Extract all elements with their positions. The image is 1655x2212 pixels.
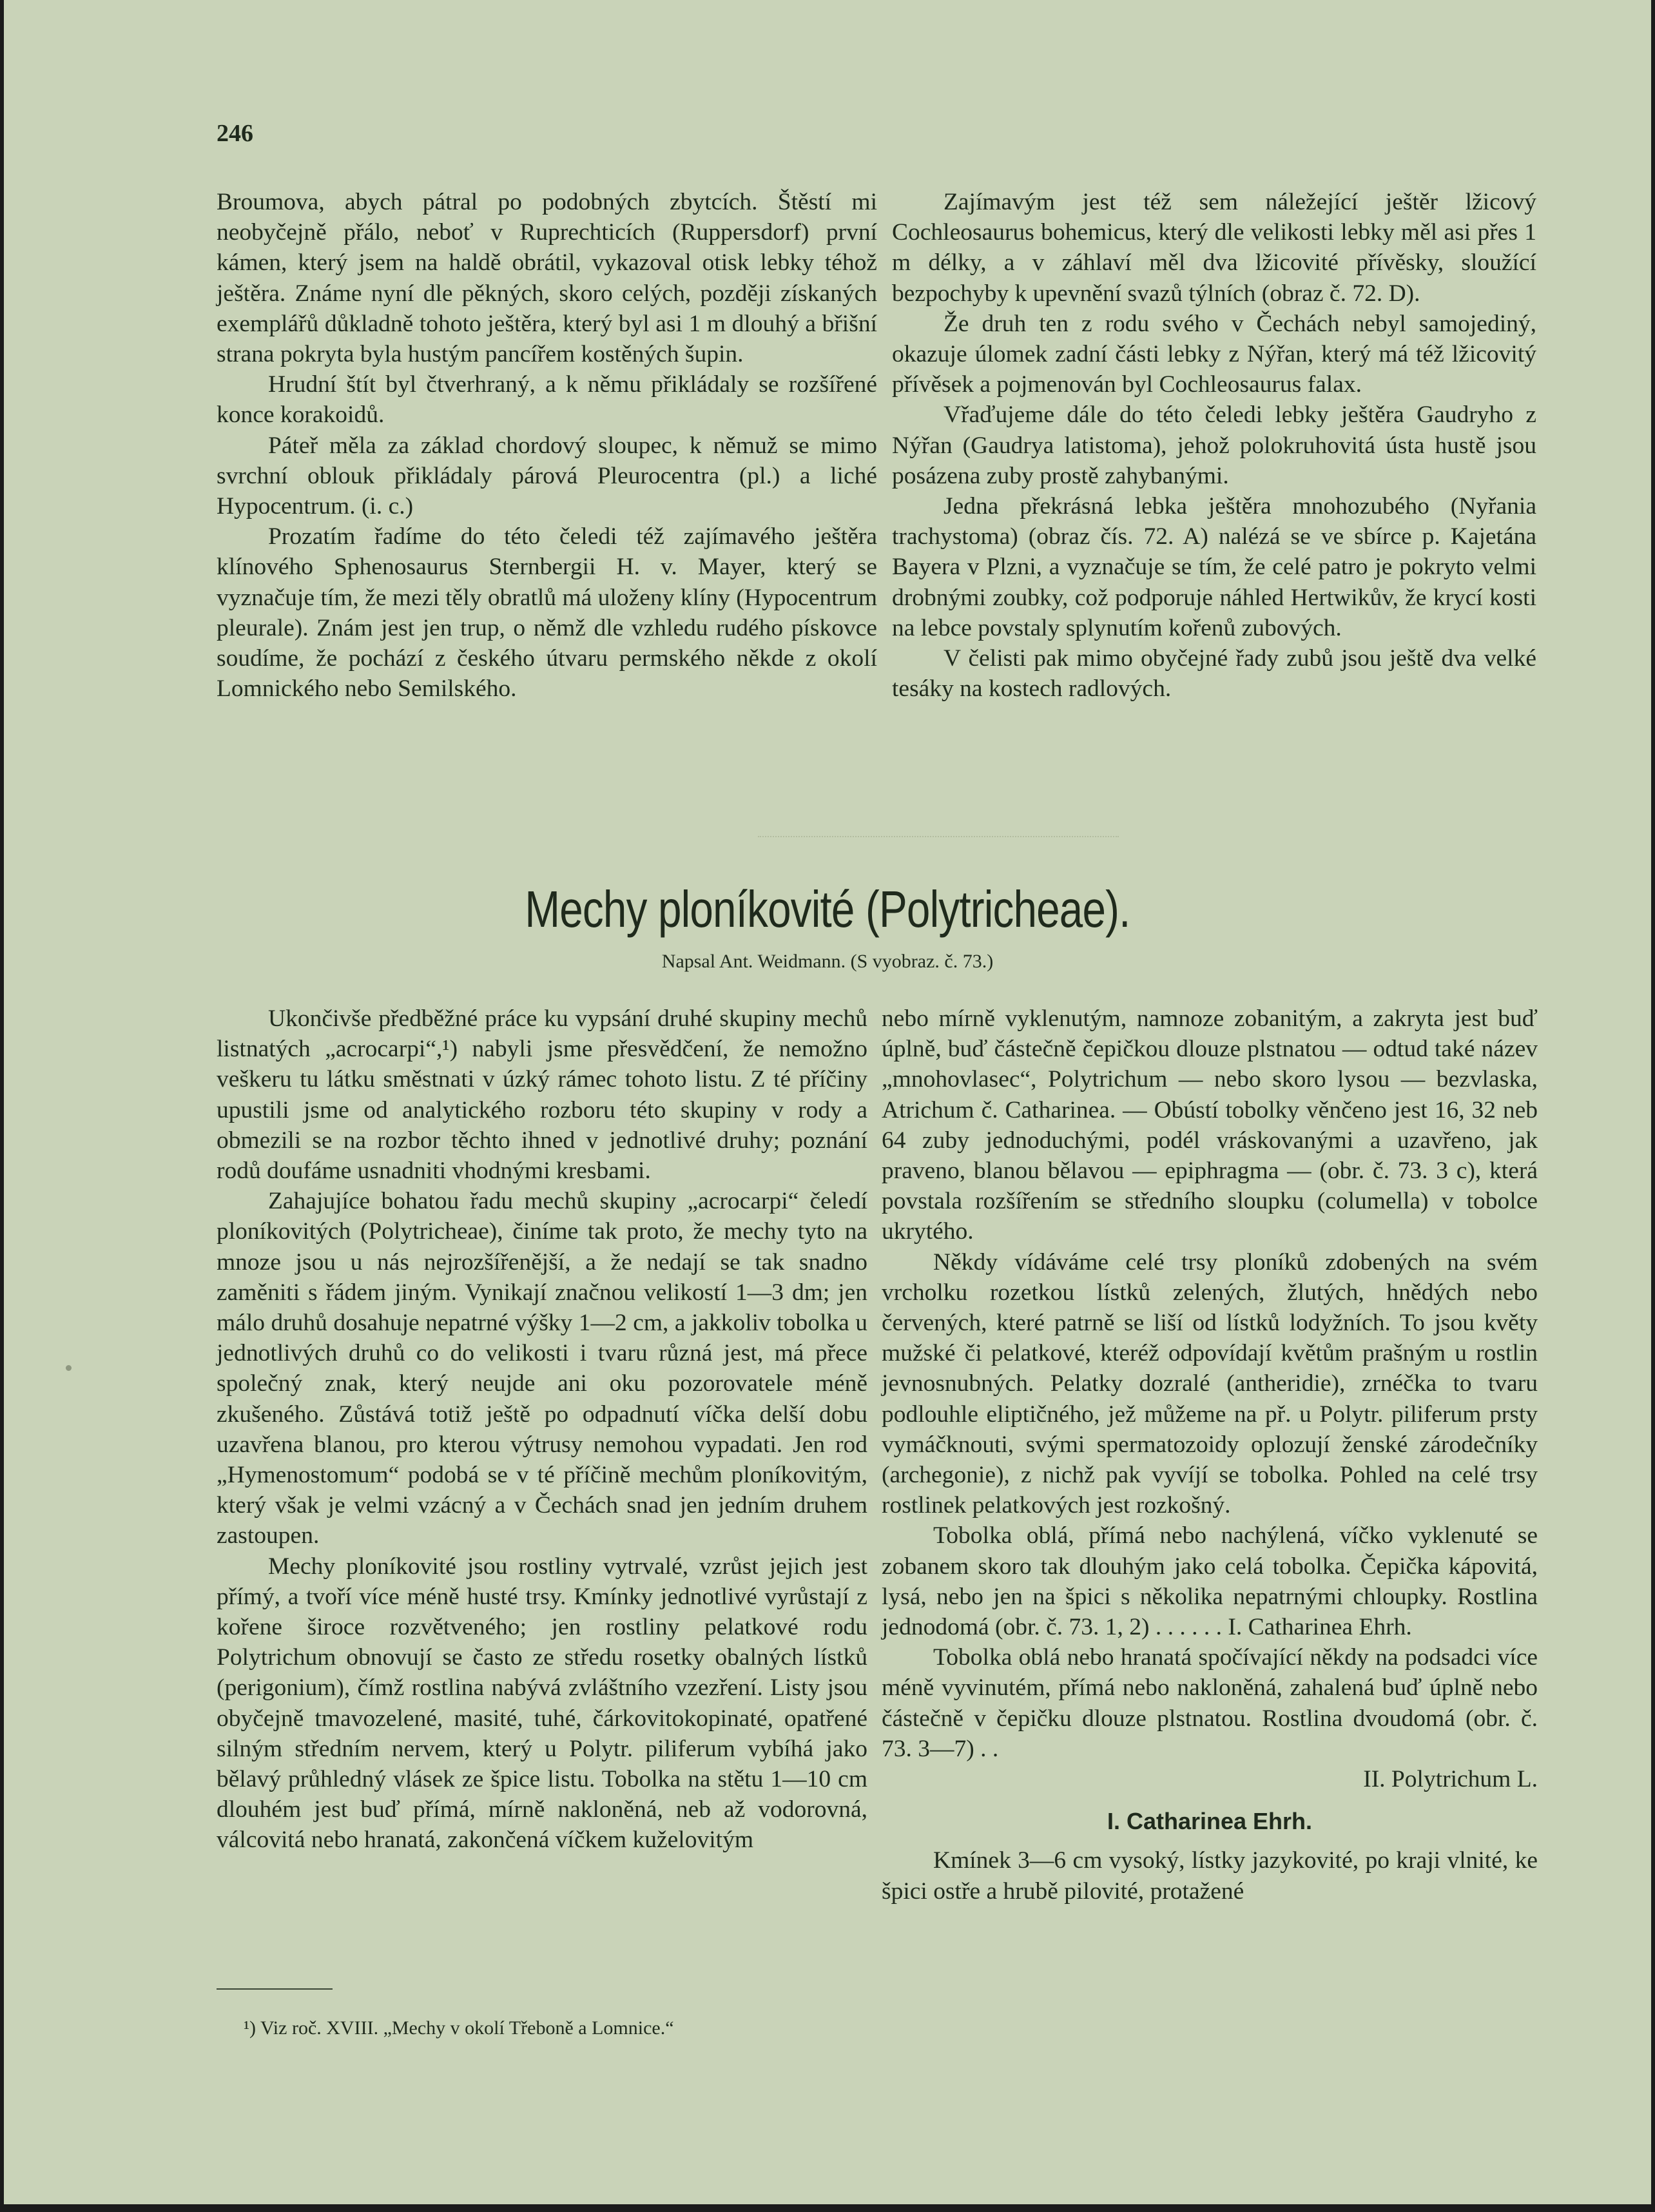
article-byline: Napsal Ant. Weidmann. (S vyobraz. č. 73.)	[661, 951, 994, 972]
page-number: 246	[217, 120, 253, 147]
page	[4, 0, 1651, 2204]
paragraph: Tobolka oblá, přímá nebo nachýlená, víčko vyklenuté se zobanem skoro tak dlouhým jako celá tobolka. Čepička kápovitá, lysá, nebo jen na špici s několika nepatrnými chloupky. Rostlina jednodomá (obr. č. 73. 1, 2) . . . . . . I. Catharinea Ehrh.	[882, 1522, 1538, 1641]
section-divider	[758, 836, 1119, 837]
paragraph: Hrudní štít byl čtverhraný, a k němu přikládaly se rozšířené konce korakoidů.	[217, 371, 877, 429]
article-title: Mechy ploníkovité (Polytricheae).	[525, 880, 1130, 938]
paragraph: Prozatím řadíme do této čeledi též zajímavého ještěra klínového Sphenosaurus Sternbergii H. v. Mayer, který se vyznačuje tím, že mezi těly obratlů má uloženy klíny (Hypocentrum pleurale). Znám jest jen trup, o němž dle vzhledu rudého pískovce soudíme, že pochází z českého útvaru permského někde z okolí Lomnického nebo Semilského.	[217, 523, 877, 703]
paragraph: Páteř měla za základ chordový sloupec, k němuž se mimo svrchní oblouk přikládaly párová Pleurocentra (pl.) a liché Hypocentrum. (i. c.)	[217, 432, 877, 520]
paragraph: Jedna překrásná lebka ještěra mnohozubého (Nyřania trachystoma) (obraz čís. 72. A) nalézá se ve sbírce p. Kajetána Bayera v Plzni, a vyznačuje se tím, že celé patro je pokryto velmi drobnými zoubky, což podporuje náhled Hertwikův, že krycí kosti na lebce povstaly splynutím kořenů zubových.	[892, 493, 1536, 641]
paragraph: Broumova, abych pátral po podobných zbytcích. Štěstí mi neobyčejně přálo, neboť v Ruprechticích (Ruppersdorf) první kámen, který jsem na haldě obrátil, vykazoval otisk lebky téhož ještěra. Známe nyní dle pěkných, skoro celých, později získaných exemplářů důkladně tohoto ještěra, který byl asi 1 m dlouhý a břišní strana pokryta byla hustým pancířem kostěných šupin.	[217, 189, 877, 368]
footnote: ¹) Viz roč. XVIII. „Mechy v okolí Třeboně a Lomnice.“	[244, 2017, 674, 2039]
paragraph: Zajímavým jest též sem náležející ještěr lžicový Cochleosaurus bohemicus, který dle velikosti lebky měl asi přes 1 m délky, a v záhlaví měl dva lžicovité přívěsky, sloužící bezpochyby k upevnění svazů týlních (obraz č. 72. D).	[892, 189, 1536, 307]
footnote-rule	[217, 1988, 333, 1990]
paragraph: nebo mírně vyklenutým, namnoze zobanitým, a zakryta jest buď úplně, buď částečně čepičkou dlouze plstnatou — odtud také název „mnohovlasec“, Polytrichum — nebo skoro lysou — bezvlaska, Atrichum č. Catharinea. — Obústí tobolky věnčeno jest 16, 32 neb 64 zuby jednoduchými, podél vráskovanými a uzavřeno, jak praveno, blanou bělavou — epiphragma — (obr. č. 73. 3 c), která povstala rozšířením se středního sloupku (columella) v tobolce ukrytého.	[882, 1005, 1538, 1245]
paragraph: Někdy vídáváme celé trsy ploníků zdobených na svém vrcholku rozetkou lístků zelených, žlutých, hnědých nebo červených, které patrně se liší od lístků lodyžních. To jsou květy mužské či pelatkové, kteréž odpovídají květům prašným u rostlin jevnosnubných. Pelatky dozralé (antheridie), zrnéčka to tvaru podlouhle eliptičného, jež můžeme na př. u Polytr. piliferum prsty vymáčknouti, svými spermatozoidy oplozují ženské zárodečníky (archegonie), z nichž pak vyvíjí se tobolka. Pohled na celé trsy rostlinek pelatkových jest rozkošný.	[882, 1248, 1538, 1519]
paragraph: II. Polytrichum L.	[1363, 1766, 1538, 1793]
margin-dot	[66, 1365, 72, 1371]
paragraph: Zahajujíce bohatou řadu mechů skupiny „acrocarpi“ čeledí ploníkovitých (Polytricheae), činíme tak proto, že mechy tyto na mnoze jsou u nás nejrozšířenější, a že nedají se tak snadno zaměniti s řádem jiným. Vynikají značnou velikostí 1—3 dm; jen málo druhů dosahuje nepatrné výšky 1—2 cm, a jakkoliv tobolka u jednotlivých druhů co do velikosti i tvaru různá jest, má přece společný znak, který neujde ani oku pozorovatele méně zkušeného. Zůstává totiž ještě po odpadnutí víčka delší dobu uzavřena blanou, pro kterou výtrusy nemohou vypadati. Jen rod „Hymenostomum“ podobá se v té příčině mechům ploníkovitým, který však je velmi vzácný a v Čechách snad jen jedním druhem zastoupen.	[217, 1188, 867, 1549]
paragraph: V čelisti pak mimo obyčejné řady zubů jsou ještě dva velké tesáky na kostech radlových.	[892, 645, 1536, 703]
paragraph: Vřaďujeme dále do této čeledi lebky ještěra Gaudryho z Nýřan (Gaudrya latistoma), jehož polokruhovitá ústa hustě jsou posázena zuby prostě zahybanými.	[892, 402, 1536, 489]
paragraph: Kmínek 3—6 cm vysoký, lístky jazykovité, po kraji vlnité, ke špici ostře a hrubě pilovité, protažené	[882, 1847, 1538, 1905]
bottom-right-column	[882, 1004, 1538, 1906]
section-heading: I. Catharinea Ehrh.	[1107, 1808, 1313, 1835]
bottom-left-column	[217, 1004, 867, 1856]
top-right-column	[892, 187, 1536, 704]
paragraph: Že druh ten z rodu svého v Čechách nebyl samojediný, okazuje úlomek zadní části lebky z Nýřan, který má též lžicovitý přívěsek a pojmenován byl Cochleosaurus falax.	[892, 310, 1536, 398]
paragraph: Mechy ploníkovité jsou rostliny vytrvalé, vzrůst jejich jest přímý, a tvoří více méně husté trsy. Kmínky jednotlivé vyrůstají z kořene široce rozvětveného; jen rostliny pelatkové rodu Polytrichum obnovují se často ze středu rosetky obalných lístků (perigonium), čímž rostlina nabývá zvláštního vzezření. Listy jsou obyčejně tmavozelené, masité, tuhé, čárkovitokopinaté, opatřené silným středním nervem, který u Polytr. piliferum vybíhá jako bělavý průhledný vlásek ze špice listu. Tobolka na stětu 1—10 cm dlouhém jest buď přímá, mírně nakloněná, neb až vodorovná, válcovitá nebo hranatá, zakončená víčkem kuželovitým	[217, 1553, 867, 1854]
paragraph: Tobolka oblá nebo hranatá spočívající někdy na podsadci více méně vyvinutém, přímá nebo nakloněná, zahalená buď úplně nebo částečně v čepičku dlouze plstnatou. Rostlina dvoudomá (obr. č. 73. 3—7) . .	[882, 1644, 1538, 1762]
top-left-column	[217, 187, 877, 704]
paragraph: Ukončivše předběžné práce ku vypsání druhé skupiny mechů listnatých „acrocarpi“,¹) nabyli jsme přesvědčení, že nemožno veškeru tu látku směstnati v úzký rámec tohoto listu. Z té příčiny upustili jsme od analytického rozboru této skupiny v rody a obmezili se na rozbor těchto ihned v jednotlivé druhy; poznání rodů doufáme usnadniti vhodnými kresbami.	[217, 1005, 867, 1185]
